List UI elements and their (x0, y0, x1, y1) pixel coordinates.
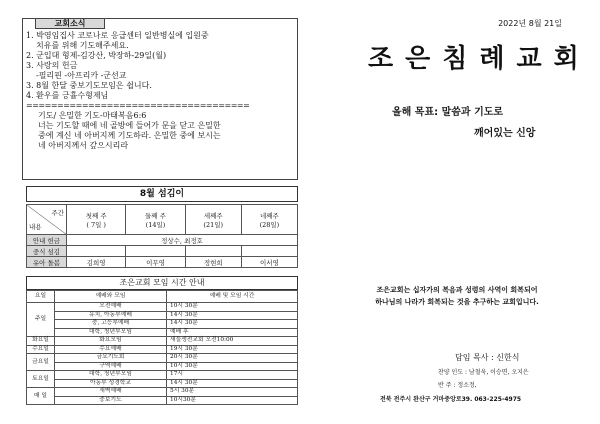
church-news-title: 교회소식 (35, 18, 105, 29)
schedule-day: 매 일 (27, 388, 55, 405)
duty-table (26, 204, 298, 268)
duty-cell (67, 246, 126, 257)
schedule-day: 수요일 (27, 345, 55, 354)
schedule-table (26, 290, 298, 405)
duty-corner-bottom: 내용 (29, 223, 42, 231)
schedule-time: 14시 30분 (167, 311, 298, 320)
news-item: 4. 환우를 긍휼수형제님 (26, 91, 109, 100)
duty-cell (126, 246, 185, 257)
duty-corner-cell (27, 205, 67, 235)
week-name: 첫째 주 (85, 211, 107, 220)
year-motto-line2: 깨어있는 신앙 (474, 128, 536, 139)
news-item: -필리핀 -아프리카 -군선교 (36, 71, 127, 80)
news-item: 치유를 위해 기도해주세요. (36, 41, 129, 50)
schedule-header: 예배와 모임 (55, 291, 167, 303)
duty-cell: 김희영 (67, 257, 126, 268)
offering-servants: 정상수, 최정호 (67, 235, 298, 246)
duty-row-label: 중식 섬김 (27, 246, 67, 257)
duty-row-label: 유아 돌봄 (27, 257, 67, 268)
bible-verse-title: 기도/ 은밀한 기도-마태복음6:6 (38, 111, 147, 120)
mission-statement-line2: 하나님의 나라가 회복되는 것을 추구하는 교회입니다. (375, 298, 539, 306)
schedule-time: 17시 (167, 371, 298, 380)
duty-week-header (126, 205, 185, 235)
week-name: 세째주 (203, 211, 223, 220)
duty-row-label: 안내 헌금 (27, 235, 67, 246)
duty-cell: 이서영 (241, 257, 297, 268)
schedule-time: 예배 후 (167, 328, 298, 337)
duty-corner-top: 주간 (51, 209, 64, 217)
week-date: (21일) (203, 220, 224, 229)
duty-week-header (241, 205, 297, 235)
separator-line: ==================================== (26, 101, 250, 110)
duty-week-header (185, 205, 241, 235)
bible-verse-line: 너는 기도할 때에 네 골방에 들어가 문을 닫고 은밀한 (38, 121, 221, 130)
year-motto-line1: 올해 목표: 말씀과 기도로 (392, 107, 504, 118)
week-name: 둘째 주 (145, 211, 166, 220)
schedule-day: 토요일 (27, 371, 55, 388)
duty-cell: 이무영 (126, 257, 185, 268)
schedule-time: 10시 30분 (167, 303, 298, 312)
duty-week-header (67, 205, 126, 235)
news-item: 2. 군입대 형제-김강산, 박장하-29일(월) (26, 51, 167, 60)
church-news-box (22, 18, 298, 180)
schedule-name: 아동부 성경학교 (55, 379, 167, 388)
bulletin-date: 2022년 8월 21일 (498, 19, 562, 28)
schedule-name: 금요기도회 (55, 354, 167, 363)
schedule-day: 금요일 (27, 354, 55, 371)
week-name: 네째주 (259, 211, 279, 220)
duty-cell (185, 246, 241, 257)
church-news-body (26, 31, 296, 151)
church-name: 조은침례교회 (368, 44, 591, 74)
news-item: 3. 8월 한달 중보기도모임은 쉽니다. (26, 81, 152, 90)
schedule-day: 화요일 (27, 337, 55, 346)
schedule-title: 조은교회 모임 시간 안내 (26, 276, 298, 290)
church-address: 전북 전주시 완산구 거마중앙로39. 063-225-4975 (380, 396, 522, 403)
schedule-time: 새들생전교회 오전10:00 (167, 337, 298, 346)
schedule-time: 10시30분 (167, 396, 298, 405)
schedule-time: 5시 30분 (167, 388, 298, 397)
week-date: ( 7일 ) (86, 220, 106, 229)
news-item: 3. 사랑의 헌금 (26, 61, 78, 70)
schedule-name: 새벽예배 (55, 388, 167, 397)
schedule-day: 주일 (27, 303, 55, 337)
schedule-header: 요일 (27, 291, 55, 303)
week-date: (14일) (145, 220, 166, 229)
duty-cell (241, 246, 297, 257)
schedule-time: 14시 30분 (167, 320, 298, 329)
schedule-header: 예배 및 모임 시간 (167, 291, 298, 303)
accompanist: 반 주 : 정소정, (438, 382, 477, 389)
senior-pastor: 담임 목사 : 신한식 (455, 353, 520, 362)
schedule-time: 10시 30분 (167, 362, 298, 371)
schedule-time: 20시 30분 (167, 354, 298, 363)
duty-cell: 정현희 (185, 257, 241, 268)
worship-leaders: 찬양 인도 : 남철욱, 이승면, 오지은 (438, 369, 529, 376)
schedule-name: 화요모임 (55, 337, 167, 346)
bible-verse-line: 네 아버지께서 갚으시리라 (38, 141, 129, 150)
schedule-time: 14시 30분 (167, 379, 298, 388)
schedule-name: 구역예배 (55, 362, 167, 371)
schedule-name: 오전예배 (55, 303, 167, 312)
schedule-time: 19시 30분 (167, 345, 298, 354)
schedule-name: 대학, 청년부모임 (55, 328, 167, 337)
schedule-name: 중보기도 (55, 396, 167, 405)
schedule-name: 대학, 청년부모임 (55, 371, 167, 380)
news-item: 1. 박영임집사 코로나로 응급센터 일반병실에 입원중 (26, 31, 209, 40)
bible-verse-line: 중에 계신 네 아버지께 기도하라. 은밀한 중에 보시는 (38, 131, 221, 140)
mission-statement-line1: 조은교회는 십자가의 복음과 성령의 사역이 회복되어 (376, 286, 538, 294)
duty-table-title: 8월 섬김이 (26, 186, 298, 202)
schedule-name: 수요예배 (55, 345, 167, 354)
schedule-name: 유치, 아동부예배 (55, 311, 167, 320)
week-date: (28일) (259, 220, 280, 229)
schedule-name: 중, 고등부예배 (55, 320, 167, 329)
